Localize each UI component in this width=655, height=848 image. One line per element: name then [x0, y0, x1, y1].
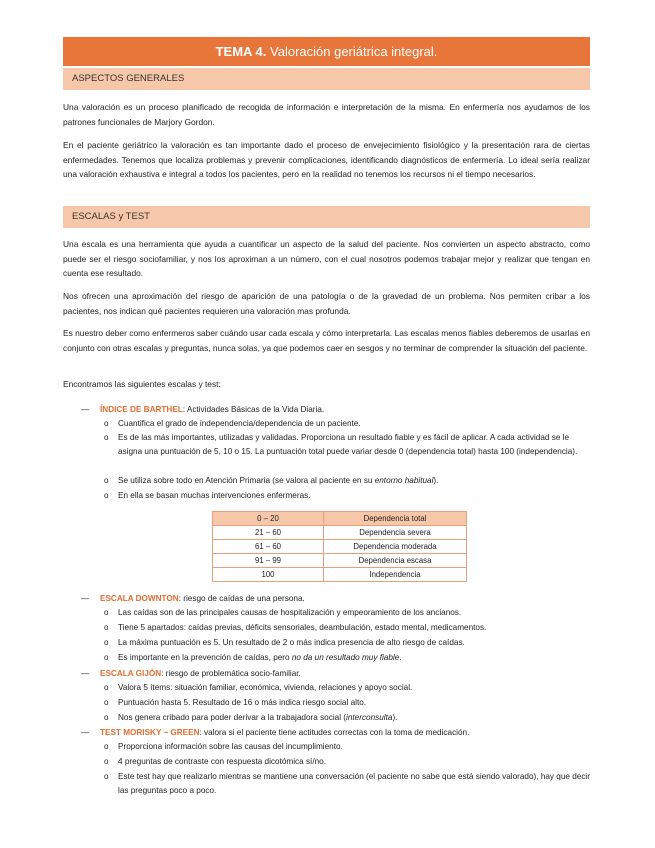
list-item: o Tiene 5 apartados: caídas previas, déficits sensoriales, deambulación, estado mental, medicamentos. — [104, 623, 487, 632]
list-item: o Puntuación hasta 5. Resultado de 16 o más indica riesgo social alto. — [104, 698, 367, 707]
scale-downton: — ESCALA DOWNTON: riesgo de caídas de una persona. — [81, 594, 305, 603]
list-item: o 4 preguntas de contraste con respuesta dicotómica sí/no. — [104, 757, 326, 766]
page-title — [63, 37, 590, 66]
list-item: o Es importante en la prevención de caídas, pero no da un resultado muy fiable. — [104, 653, 402, 662]
table-row: 61 – 60 Dependencia moderada — [213, 540, 467, 554]
scale-name: TEST MORISKY – GREEN — [100, 728, 200, 737]
tema-label: TEMA 4. — [215, 44, 267, 59]
scale-desc: : valora si el paciente tiene actitudes correctas con la toma de medicación. — [199, 728, 470, 737]
list-item: o Cuantifica el grado de independencia/dependencia de un paciente. — [104, 419, 361, 428]
list-item: o Se utiliza sobre todo en Atención Primaria (se valora al paciente en su entorno habitual). — [104, 476, 439, 485]
paragraph: Es nuestro deber como enfermeros saber cuándo usar cada escala y cómo interpretarla. Las escalas menos fiables deberemos de usarlas en conjunto con otras escalas y preguntas, nunca solas, ya que podemos caer en sesgos y no terminar de comprender la situación del paciente. — [63, 328, 590, 353]
scale-name: ÍNDICE DE BARTHEL — [100, 405, 183, 414]
paragraph: Una escala es una herramienta que ayuda a cuantificar un aspecto de la salud del paciente. Nos convierten un aspecto abstracto, como puede ser el riesgo sociofamiliar, y nos los aproximan a un número, con el cual nosotros podemos trabajar mejor y realizar que tengan en cuenta ese resultado. — [63, 239, 590, 278]
paragraph: Una valoración es un proceso planificado de recogida de información e interpretación de la misma. En enfermería nos ayudamos de los patrones funcionales de Marjory Gordon. — [63, 102, 590, 127]
scale-name: ESCALA GIJÓN — [100, 669, 162, 678]
scale-barthel: — ÍNDICE DE BARTHEL: Actividades Básicas de la Vida Diaria. — [81, 405, 325, 414]
list-item: o Es de las más importantes, utilizadas y validadas. Proporciona un resultado fiable y es fácil de aplicar. A cada actividad se le asigna una puntuación de 5, 10 o 15. La puntuación total puede variar desde 0 (dependencia total) hasta 100 (independencia). — [104, 433, 578, 456]
list-item: o Proporciona información sobre las causas del incumplimiento. — [104, 742, 343, 751]
scale-desc: : riesgo de caídas de una persona. — [178, 594, 305, 603]
scale-desc: : riesgo de problemática socio-familiar. — [161, 669, 301, 678]
list-item: o Nos genera cribado para poder derivar a la trabajadora social (interconsulta). — [104, 713, 398, 722]
table-row: 100 Independencia — [213, 568, 467, 582]
table-row: 21 – 60 Dependencia severa — [213, 526, 467, 540]
section-escalas-test: ESCALAS y TEST — [63, 206, 590, 228]
tema-title: Valoración geriátrica integral. — [270, 44, 438, 59]
paragraph: Encontramos las siguientes escalas y test: — [63, 379, 221, 389]
scale-morisky: — TEST MORISKY – GREEN: valora si el paciente tiene actitudes correctas con la toma de medicación. — [81, 728, 470, 737]
scale-desc: : Actividades Básicas de la Vida Diaria. — [182, 405, 325, 414]
table-row: 0 – 20 Dependencia total — [213, 512, 467, 526]
table-row: 91 – 99 Dependencia escasa — [213, 554, 467, 568]
paragraph: Nos ofrecen una aproximación del riesgo de aparición de una patología o de la gravedad de un problema. Nos permiten cribar a los pacientes, nos indican qué pacientes requieren una valoración mas profunda. — [63, 291, 590, 316]
list-item: o Valora 5 ítems: situación familiar, económica, vivienda, relaciones y apoyo social. — [104, 683, 413, 692]
barthel-table — [212, 511, 467, 582]
list-item: o Las caídas son de las principales causas de hospitalización y empeoramiento de los ancianos. — [104, 608, 462, 617]
paragraph: En el paciente geriátrico la valoración es tan importante dado el proceso de envejecimiento fisiológico y la presentación rara de ciertas enfermedades. Tenemos que localiza problemas y prevenir complicaciones, identificando diagnósticos de enfermería. Lo ideal sería realizar una valoración exhaustiva e integral a todos los pacientes, pero en la realidad no tenemos los recursos ni el tiempo necesarios. — [63, 140, 590, 179]
list-item: o Este test hay que realizarlo mientras se mantiene una conversación (el paciente no sabe que está siendo valorado), hay que decir las preguntas poco a poco. — [104, 772, 590, 795]
section-aspectos-generales: ASPECTOS GENERALES — [63, 68, 590, 90]
scale-gijon: — ESCALA GIJÓN: riesgo de problemática socio-familiar. — [81, 669, 301, 678]
scale-name: ESCALA DOWNTON — [100, 594, 179, 603]
list-item: o La máxima puntuación es 5. Un resultado de 2 o más indica presencia de alto riesgo de caídas. — [104, 638, 465, 647]
list-item: o En ella se basan muchas intervenciones enfermeras. — [104, 491, 311, 500]
